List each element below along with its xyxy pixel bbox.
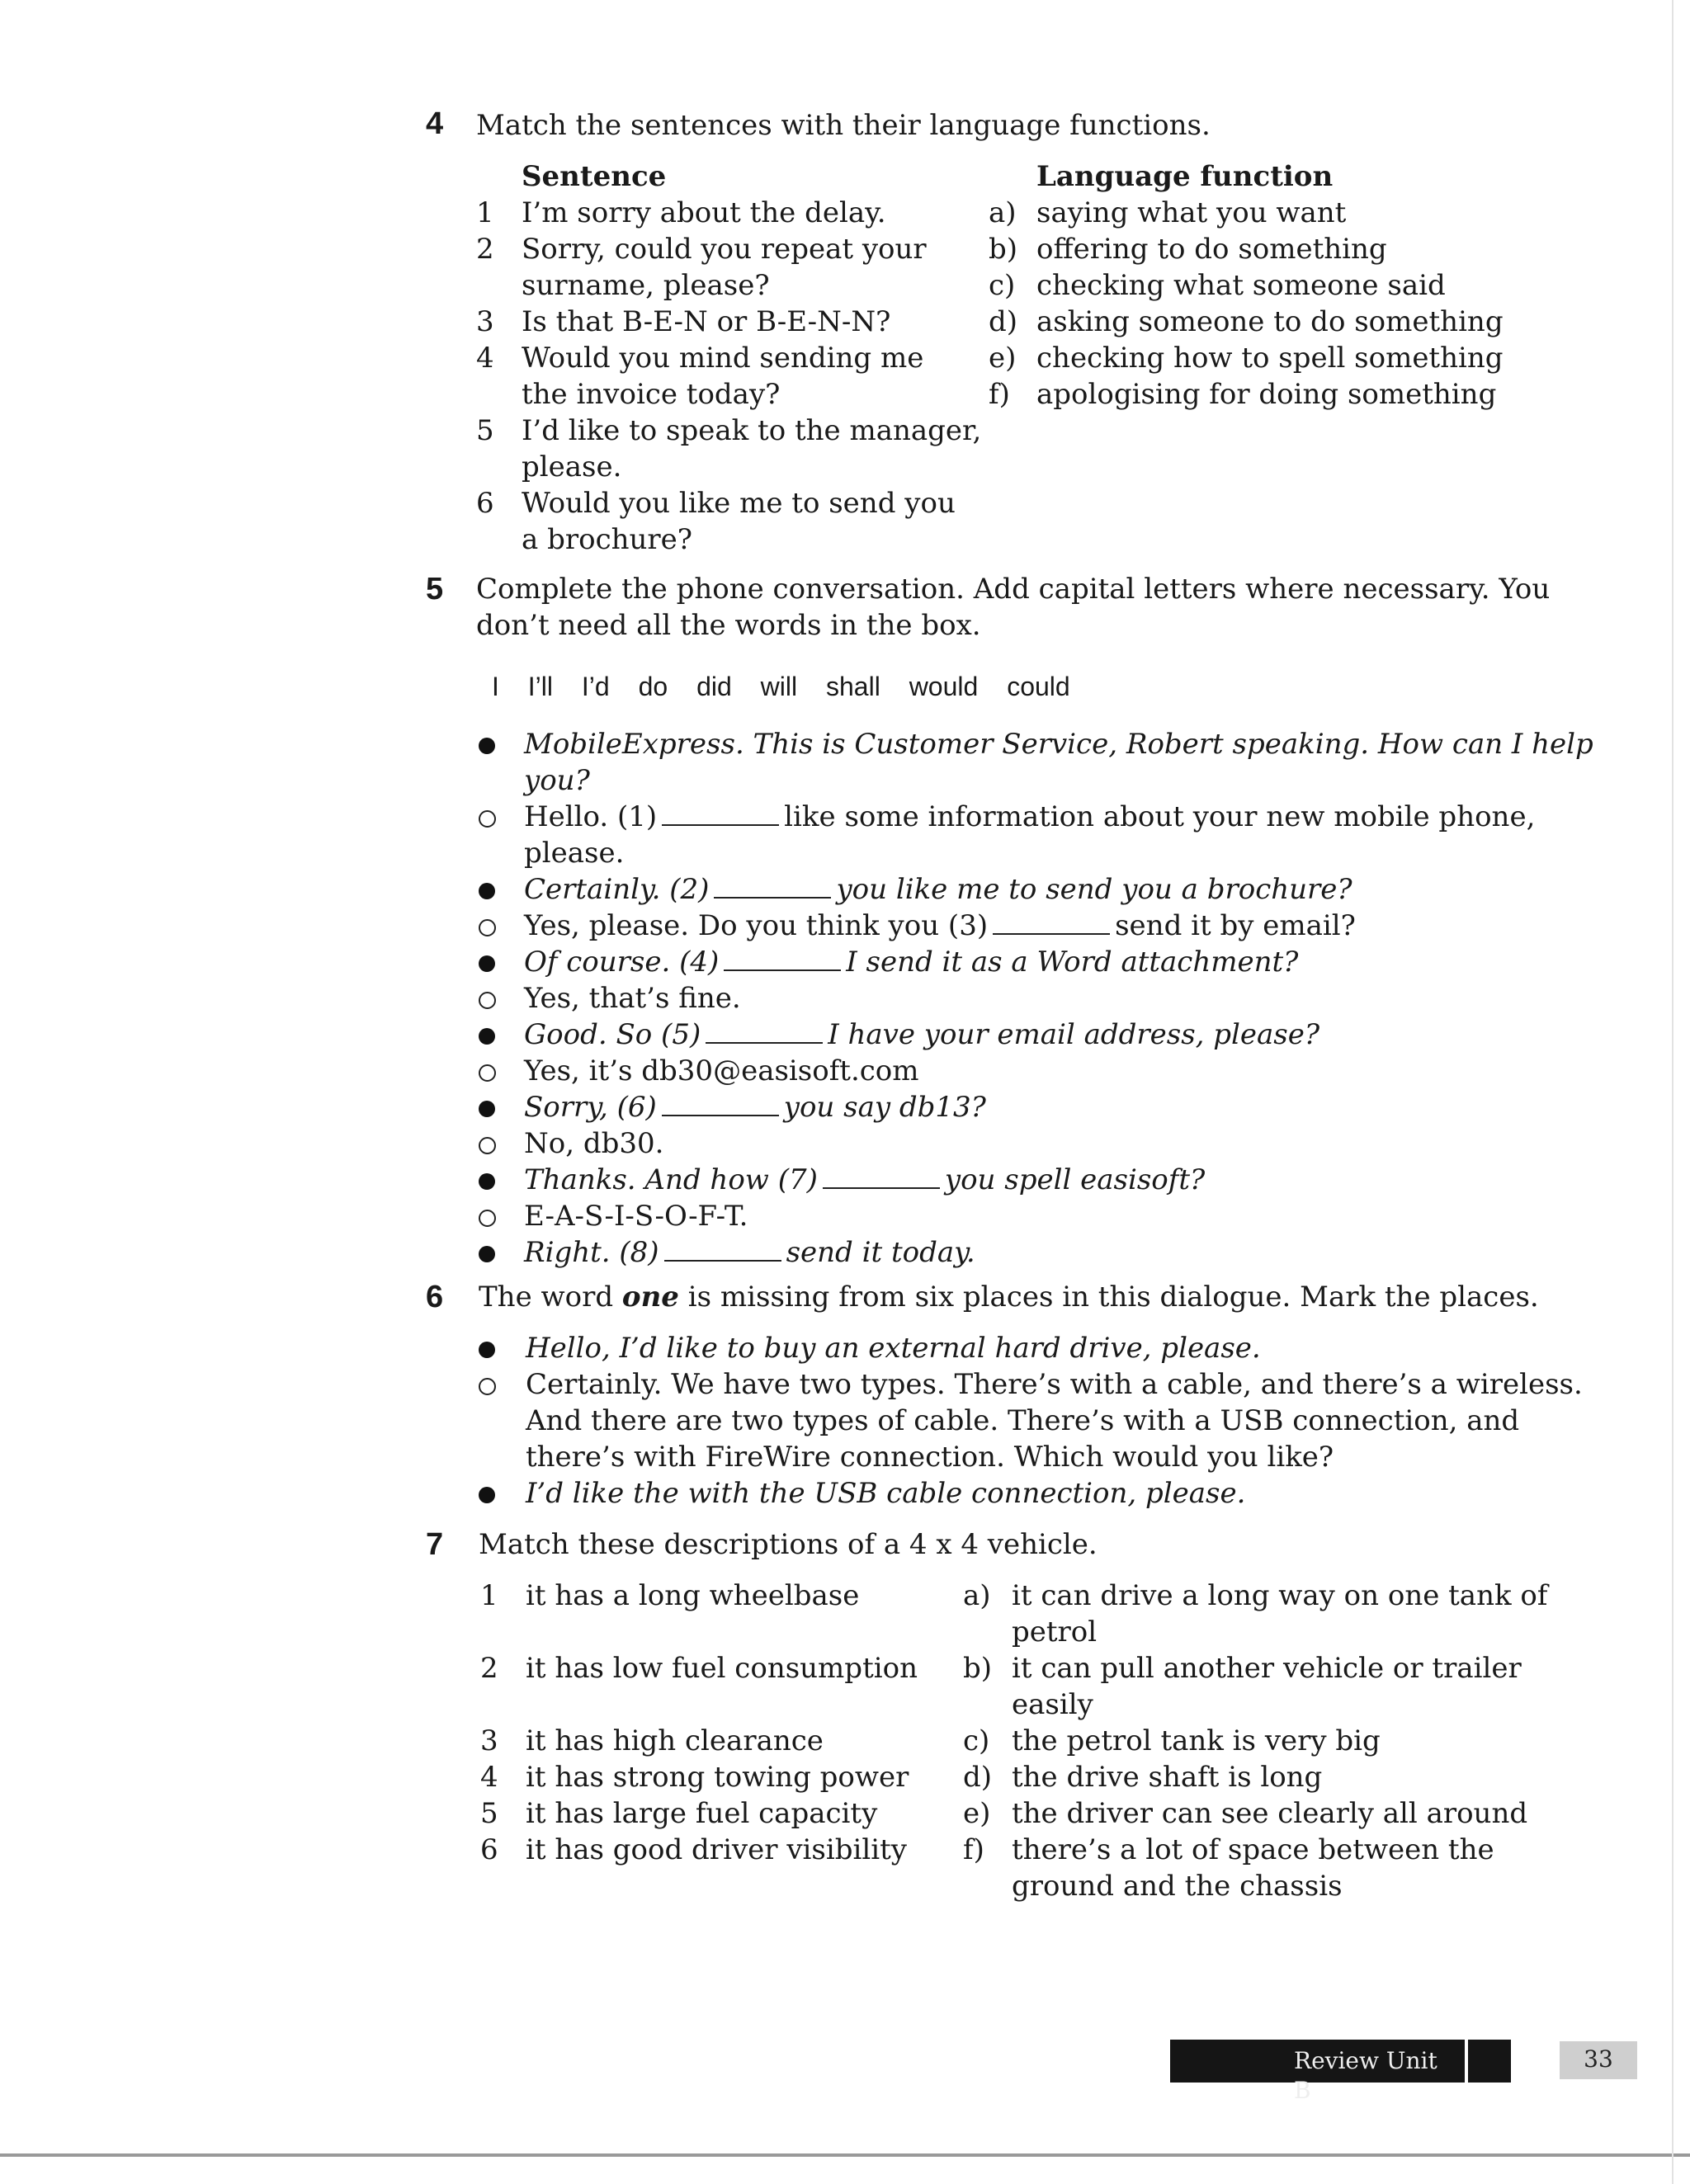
exercise-4-instruction: Match the sentences with their language functions. (476, 109, 1211, 142)
description-number: 5 (480, 1797, 498, 1830)
page-right-edge (1672, 0, 1673, 2184)
description-text: it has strong towing power (526, 1761, 909, 1794)
exercise-5-instruction-line: Complete the phone conversation. Add capital letters where necessary. You (476, 573, 1551, 606)
word-box-item: I (492, 672, 499, 701)
meaning-text: ground and the chassis (1012, 1870, 1343, 1903)
answer-blank-6[interactable] (662, 1093, 779, 1116)
meaning-text: petrol (1012, 1616, 1098, 1649)
meaning-text: the driver can see clearly all around (1012, 1797, 1528, 1830)
speaker-a-bullet-icon (479, 738, 495, 754)
speaker-a-bullet-icon (479, 1246, 495, 1262)
dialogue-line: E-A-S-I-S-O-F-T. (524, 1200, 748, 1233)
function-text: checking what someone said (1036, 269, 1446, 302)
function-text: offering to do something (1036, 233, 1387, 266)
description-number: 3 (480, 1724, 498, 1757)
sentence-text: I’d like to speak to the manager, (522, 414, 982, 447)
dialogue-line: Yes, that’s fine. (524, 982, 741, 1015)
speaker-b-bullet-icon (479, 1137, 496, 1154)
exercise-6-instruction: The word one is missing from six places in this dialogue. Mark the places. (479, 1281, 1539, 1314)
speaker-a-bullet-icon (479, 1173, 495, 1190)
function-letter: f) (989, 378, 1010, 411)
dialogue-line: there’s with FireWire connection. Which would you like? (526, 1441, 1334, 1474)
sentence-number: 5 (476, 414, 494, 447)
sentence-text: Is that B-E-N or B-E-N-N? (522, 305, 891, 338)
speaker-a-bullet-icon (479, 1487, 495, 1503)
function-letter: b) (989, 233, 1018, 266)
exercise-4-number: 4 (426, 106, 444, 141)
meaning-letter: d) (963, 1761, 993, 1794)
answer-blank-7[interactable] (823, 1166, 940, 1189)
answer-blank-5[interactable] (706, 1021, 823, 1044)
dialogue-line: Certainly. We have two types. There’s with a cable, and there’s a wireless. (526, 1368, 1583, 1401)
sentence-number: 1 (476, 196, 494, 229)
function-letter: e) (989, 342, 1017, 375)
speaker-a-bullet-icon (479, 1028, 495, 1045)
meaning-text: it can pull another vehicle or trailer (1012, 1652, 1522, 1685)
exercise-7-instruction: Match these descriptions of a 4 x 4 vehicle. (479, 1528, 1098, 1561)
dialogue-line: Of course. (4) I send it as a Word attachment? (524, 946, 1299, 979)
sentence-text: please. (522, 450, 622, 483)
word-box (492, 670, 1092, 703)
description-text: it has a long wheelbase (526, 1579, 860, 1612)
function-text: checking how to spell something (1036, 342, 1504, 375)
speaker-b-bullet-icon (479, 1064, 496, 1082)
meaning-letter: b) (963, 1652, 993, 1685)
sentence-number: 6 (476, 487, 494, 520)
description-number: 4 (480, 1761, 498, 1794)
function-letter: d) (989, 305, 1018, 338)
word-box-item: I’ll (527, 672, 553, 701)
dialogue-line: Hello. (1) like some information about your new mobile phone, (524, 800, 1536, 833)
dialogue-line: you? (524, 764, 590, 797)
description-number: 1 (480, 1579, 498, 1612)
footer-divider (1465, 2040, 1468, 2083)
word-box-item: would (909, 672, 979, 701)
meaning-text: the drive shaft is long (1012, 1761, 1323, 1794)
speaker-b-bullet-icon (479, 992, 496, 1009)
word-box-item: shall (825, 672, 880, 701)
meaning-letter: f) (963, 1833, 984, 1866)
speaker-a-bullet-icon (479, 883, 495, 899)
meaning-letter: e) (963, 1797, 991, 1830)
dialogue-line: No, db30. (524, 1127, 664, 1160)
answer-blank-1[interactable] (662, 803, 779, 826)
exercise-5-number: 5 (426, 572, 444, 606)
dialogue-line: MobileExpress. This is Customer Service, Robert speaking. How can I help (524, 728, 1593, 761)
meaning-text: there’s a lot of space between the (1012, 1833, 1494, 1866)
exercise-5-instruction-line: don’t need all the words in the box. (476, 609, 981, 642)
dialogue-line: Right. (8) send it today. (524, 1236, 975, 1269)
dialogue-line: Certainly. (2) you like me to send you a brochure? (524, 873, 1352, 906)
meaning-text: it can drive a long way on one tank of (1012, 1579, 1548, 1612)
word-box-item: did (696, 672, 732, 701)
speaker-a-bullet-icon (479, 1101, 495, 1117)
meaning-letter: a) (963, 1579, 991, 1612)
description-number: 6 (480, 1833, 498, 1866)
answer-blank-3[interactable] (993, 912, 1110, 935)
word-box-item: will (760, 672, 798, 701)
function-text: saying what you want (1036, 196, 1347, 229)
speaker-a-bullet-icon (479, 1342, 495, 1358)
function-text: apologising for doing something (1036, 378, 1497, 411)
function-text: asking someone to do something (1036, 305, 1504, 338)
language-function-header: Language function (1036, 160, 1334, 193)
description-text: it has large fuel capacity (526, 1797, 878, 1830)
dialogue-line: And there are two types of cable. There’s with a USB connection, and (526, 1404, 1520, 1437)
dialogue-line: please. (524, 837, 625, 870)
exercise-6-number: 6 (426, 1280, 444, 1314)
page-bottom-edge (0, 2153, 1690, 2157)
speaker-b-bullet-icon (479, 1378, 496, 1395)
description-number: 2 (480, 1652, 498, 1685)
meaning-letter: c) (963, 1724, 990, 1757)
meaning-text: the petrol tank is very big (1012, 1724, 1381, 1757)
meaning-text: easily (1012, 1688, 1093, 1721)
word-box-item: do (638, 672, 668, 701)
sentence-text: Would you like me to send you (522, 487, 956, 520)
sentence-text: I’m sorry about the delay. (522, 196, 886, 229)
sentence-header: Sentence (522, 160, 667, 193)
dialogue-line: Good. So (5) I have your email address, please? (524, 1018, 1320, 1051)
exercise-7-number: 7 (426, 1527, 444, 1562)
sentence-text: Would you mind sending me (522, 342, 924, 375)
page-number: 33 (1584, 2045, 1613, 2073)
word-box-item: I’d (581, 672, 610, 701)
answer-blank-4[interactable] (724, 948, 841, 971)
dialogue-line: Yes, it’s db30@easisoft.com (524, 1054, 919, 1087)
function-letter: a) (989, 196, 1017, 229)
dialogue-line: Thanks. And how (7) you spell easisoft? (524, 1163, 1206, 1196)
dialogue-line: Sorry, (6) you say db13? (524, 1091, 986, 1124)
description-text: it has high clearance (526, 1724, 824, 1757)
speaker-b-bullet-icon (479, 810, 496, 828)
function-letter: c) (989, 269, 1016, 302)
answer-blank-2[interactable] (714, 875, 831, 899)
word-box-item: could (1007, 672, 1070, 701)
dialogue-line: I’d like the with the USB cable connection, please. (526, 1477, 1246, 1510)
answer-blank-8[interactable] (664, 1238, 781, 1262)
sentence-number: 4 (476, 342, 494, 375)
dialogue-line: Hello, I’d like to buy an external hard drive, please. (526, 1332, 1261, 1365)
sentence-text: Sorry, could you repeat your (522, 233, 927, 266)
speaker-b-bullet-icon (479, 919, 496, 936)
dialogue-line: Yes, please. Do you think you (3) send it by email? (524, 909, 1356, 942)
description-text: it has good driver visibility (526, 1833, 907, 1866)
sentence-text: surname, please? (522, 269, 770, 302)
description-text: it has low fuel consumption (526, 1652, 918, 1685)
sentence-text: a brochure? (522, 523, 693, 556)
sentence-text: the invoice today? (522, 378, 781, 411)
sentence-number: 2 (476, 233, 494, 266)
speaker-b-bullet-icon (479, 1210, 496, 1227)
speaker-a-bullet-icon (479, 955, 495, 972)
sentence-number: 3 (476, 305, 494, 338)
footer-unit-label: Review Unit B (1294, 2047, 1437, 2104)
